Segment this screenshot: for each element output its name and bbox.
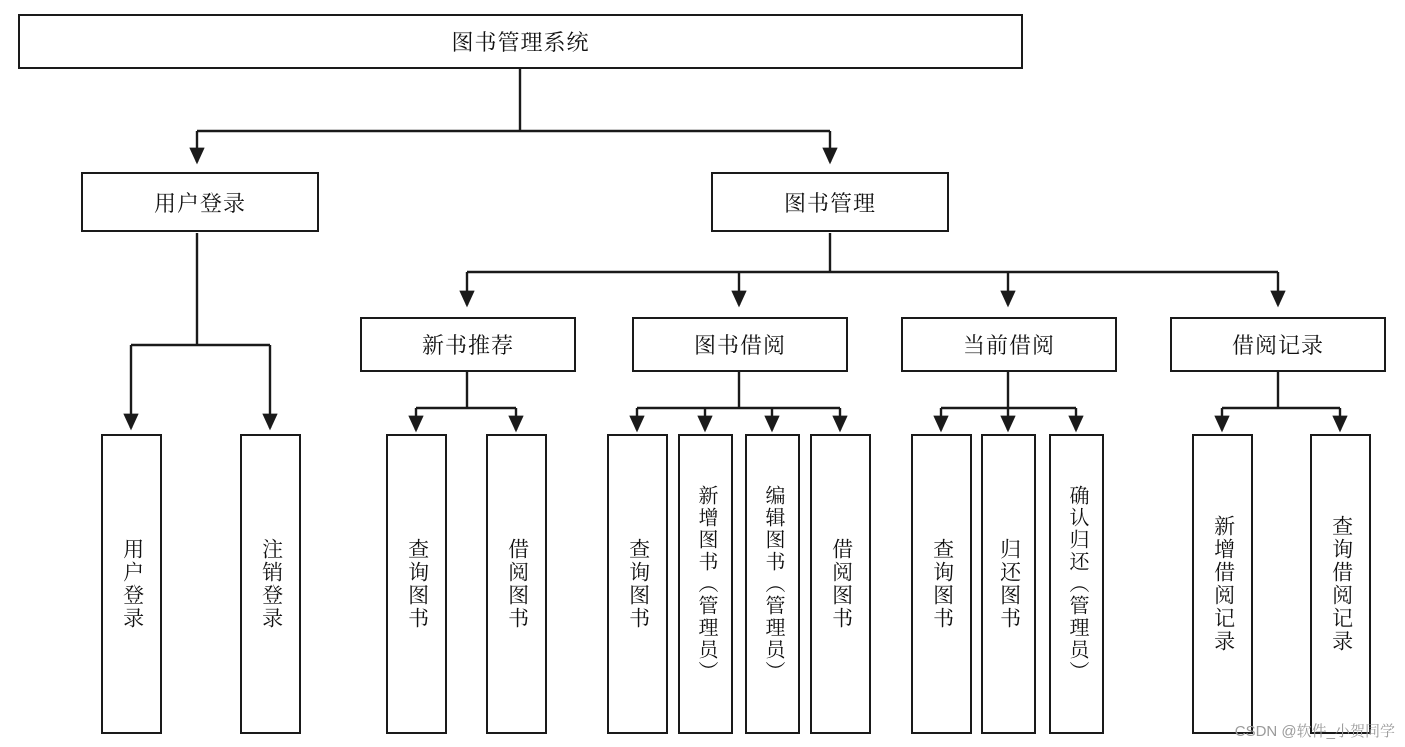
leaf-user-logout-label: 注销登录 <box>259 538 283 630</box>
leaf-query-book-3-label: 查询图书 <box>930 538 954 630</box>
node-book-manage[interactable] <box>711 172 949 232</box>
leaf-edit-book[interactable] <box>745 434 800 734</box>
leaf-add-book[interactable] <box>678 434 733 734</box>
node-new-book-recommend[interactable] <box>360 317 576 372</box>
leaf-add-record[interactable] <box>1192 434 1253 734</box>
node-book-manage-label: 图书管理 <box>783 190 876 216</box>
node-current-borrow[interactable] <box>901 317 1117 372</box>
leaf-user-login[interactable] <box>101 434 162 734</box>
leaf-borrow-book-1-label: 借阅图书 <box>505 538 529 630</box>
leaf-query-book-2-label: 查询图书 <box>626 538 650 630</box>
leaf-borrow-book-2[interactable] <box>810 434 871 734</box>
leaf-add-record-label: 新增借阅记录 <box>1211 515 1235 653</box>
leaf-confirm-return[interactable] <box>1049 434 1104 734</box>
leaf-borrow-book-1[interactable] <box>486 434 547 734</box>
node-root-label: 图书管理系统 <box>451 30 590 55</box>
leaf-query-book-1-label: 查询图书 <box>405 538 429 630</box>
watermark: CSDN @软件_小贺同学 <box>1234 723 1395 740</box>
node-user-login-label: 用户登录 <box>153 190 246 216</box>
leaf-query-record[interactable] <box>1310 434 1371 734</box>
leaf-return-book-label: 归还图书 <box>997 538 1021 630</box>
leaf-user-logout[interactable] <box>240 434 301 734</box>
leaf-edit-book-label: 编辑图书（管理员） <box>762 485 784 683</box>
node-new-book-recommend-label: 新书推荐 <box>421 333 514 358</box>
leaf-add-book-label: 新增图书（管理员） <box>695 485 717 683</box>
node-current-borrow-label: 当前借阅 <box>962 333 1055 358</box>
leaf-return-book[interactable] <box>981 434 1036 734</box>
leaf-confirm-return-label: 确认归还（管理员） <box>1066 485 1088 683</box>
node-book-borrow[interactable] <box>632 317 848 372</box>
node-borrow-record[interactable] <box>1170 317 1386 372</box>
leaf-query-record-label: 查询借阅记录 <box>1329 515 1353 653</box>
node-book-borrow-label: 图书借阅 <box>693 333 786 358</box>
leaf-query-book-2[interactable] <box>607 434 668 734</box>
leaf-borrow-book-2-label: 借阅图书 <box>829 538 853 630</box>
node-borrow-record-label: 借阅记录 <box>1231 333 1324 358</box>
leaf-user-login-label: 用户登录 <box>120 538 144 630</box>
node-root[interactable] <box>18 14 1023 69</box>
leaf-query-book-3[interactable] <box>911 434 972 734</box>
leaf-query-book-1[interactable] <box>386 434 447 734</box>
node-user-login[interactable] <box>81 172 319 232</box>
